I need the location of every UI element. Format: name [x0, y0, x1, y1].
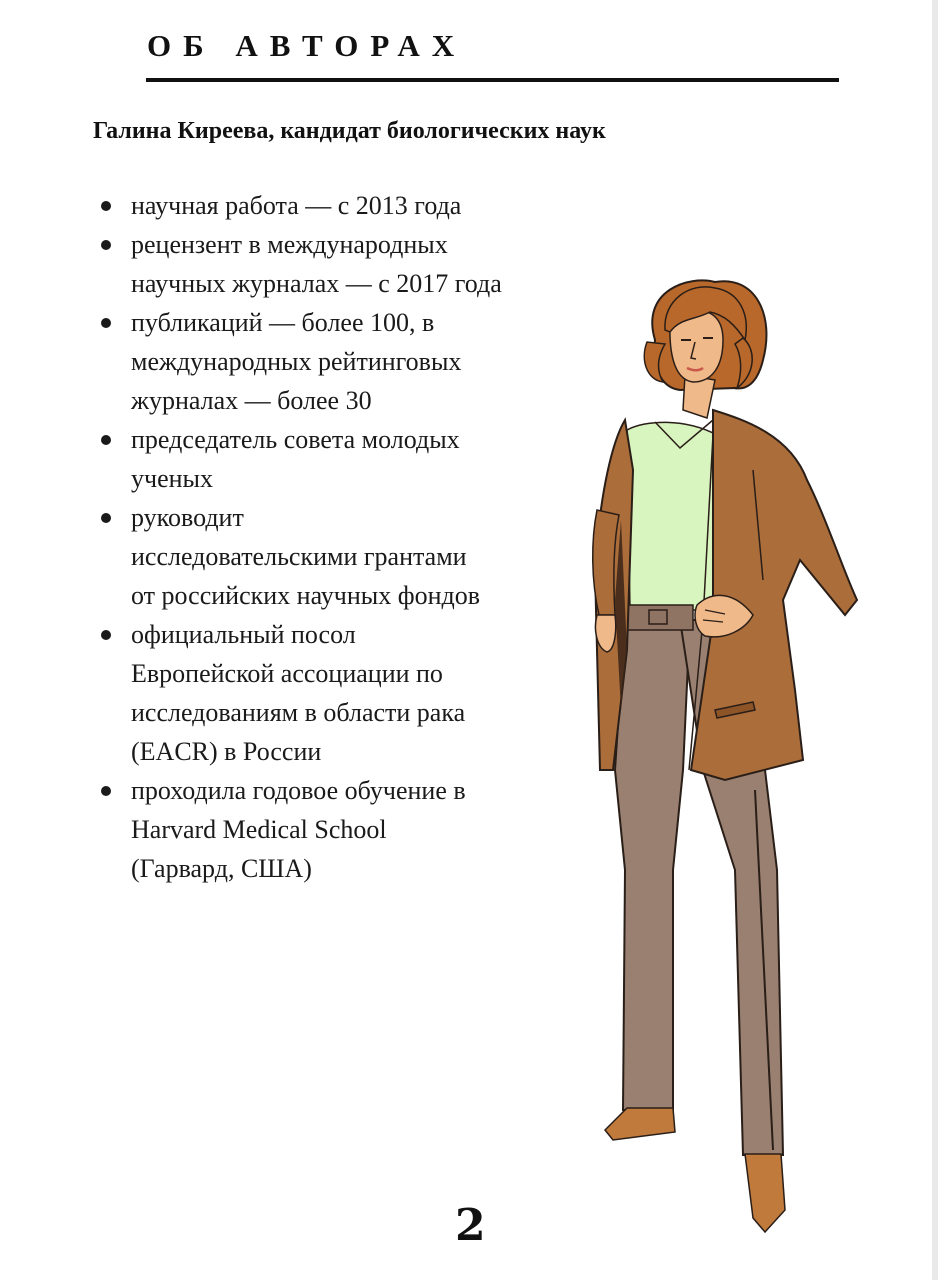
- list-item: [93, 225, 573, 303]
- page-number: 2: [455, 1200, 486, 1251]
- list-item: [93, 615, 573, 771]
- bullet-icon: [101, 240, 111, 250]
- bullet-icon: [101, 630, 111, 640]
- list-item: [93, 303, 573, 420]
- bullet-icon: [101, 513, 111, 523]
- bullet-icon: [101, 786, 111, 796]
- belt: [625, 605, 693, 630]
- list-item: [93, 420, 573, 498]
- list-item-text: научная работа — с 2013 года: [131, 191, 462, 220]
- page-edge: [932, 0, 938, 1280]
- left-leg: [615, 620, 690, 1110]
- list-item-text: официальный посол Европейской ассоциации по исследованиям в области рака (EACR) в России: [131, 620, 466, 766]
- list-item-text: руководит исследовательскими грантами от российских научных фондов: [131, 503, 481, 610]
- author-heading: Галина Киреева, кандидат биологических наук: [93, 118, 606, 144]
- left-shoe: [605, 1108, 675, 1140]
- shirt: [627, 422, 717, 610]
- title-rule: [146, 78, 839, 82]
- bullet-icon: [101, 201, 111, 211]
- list-item-text: рецензент в международных научных журналах — с 2017 года: [131, 230, 502, 298]
- list-item-text: проходила годовое обучение в Harvard Medical School (Гарвард, США): [131, 776, 466, 883]
- right-shoe: [745, 1154, 785, 1232]
- list-item-text: публикаций — более 100, в международных рейтинговых журналах — более 30: [131, 308, 462, 415]
- list-item: [93, 186, 573, 225]
- list-item: [93, 498, 573, 615]
- list-item: [93, 771, 573, 888]
- list-item-text: председатель совета молодых ученых: [131, 425, 460, 493]
- woman-scientist-illustration: [585, 270, 885, 1250]
- bullet-icon: [101, 318, 111, 328]
- section-title: ОБ АВТОРАХ: [147, 28, 467, 63]
- author-facts-list: [93, 186, 573, 888]
- bullet-icon: [101, 435, 111, 445]
